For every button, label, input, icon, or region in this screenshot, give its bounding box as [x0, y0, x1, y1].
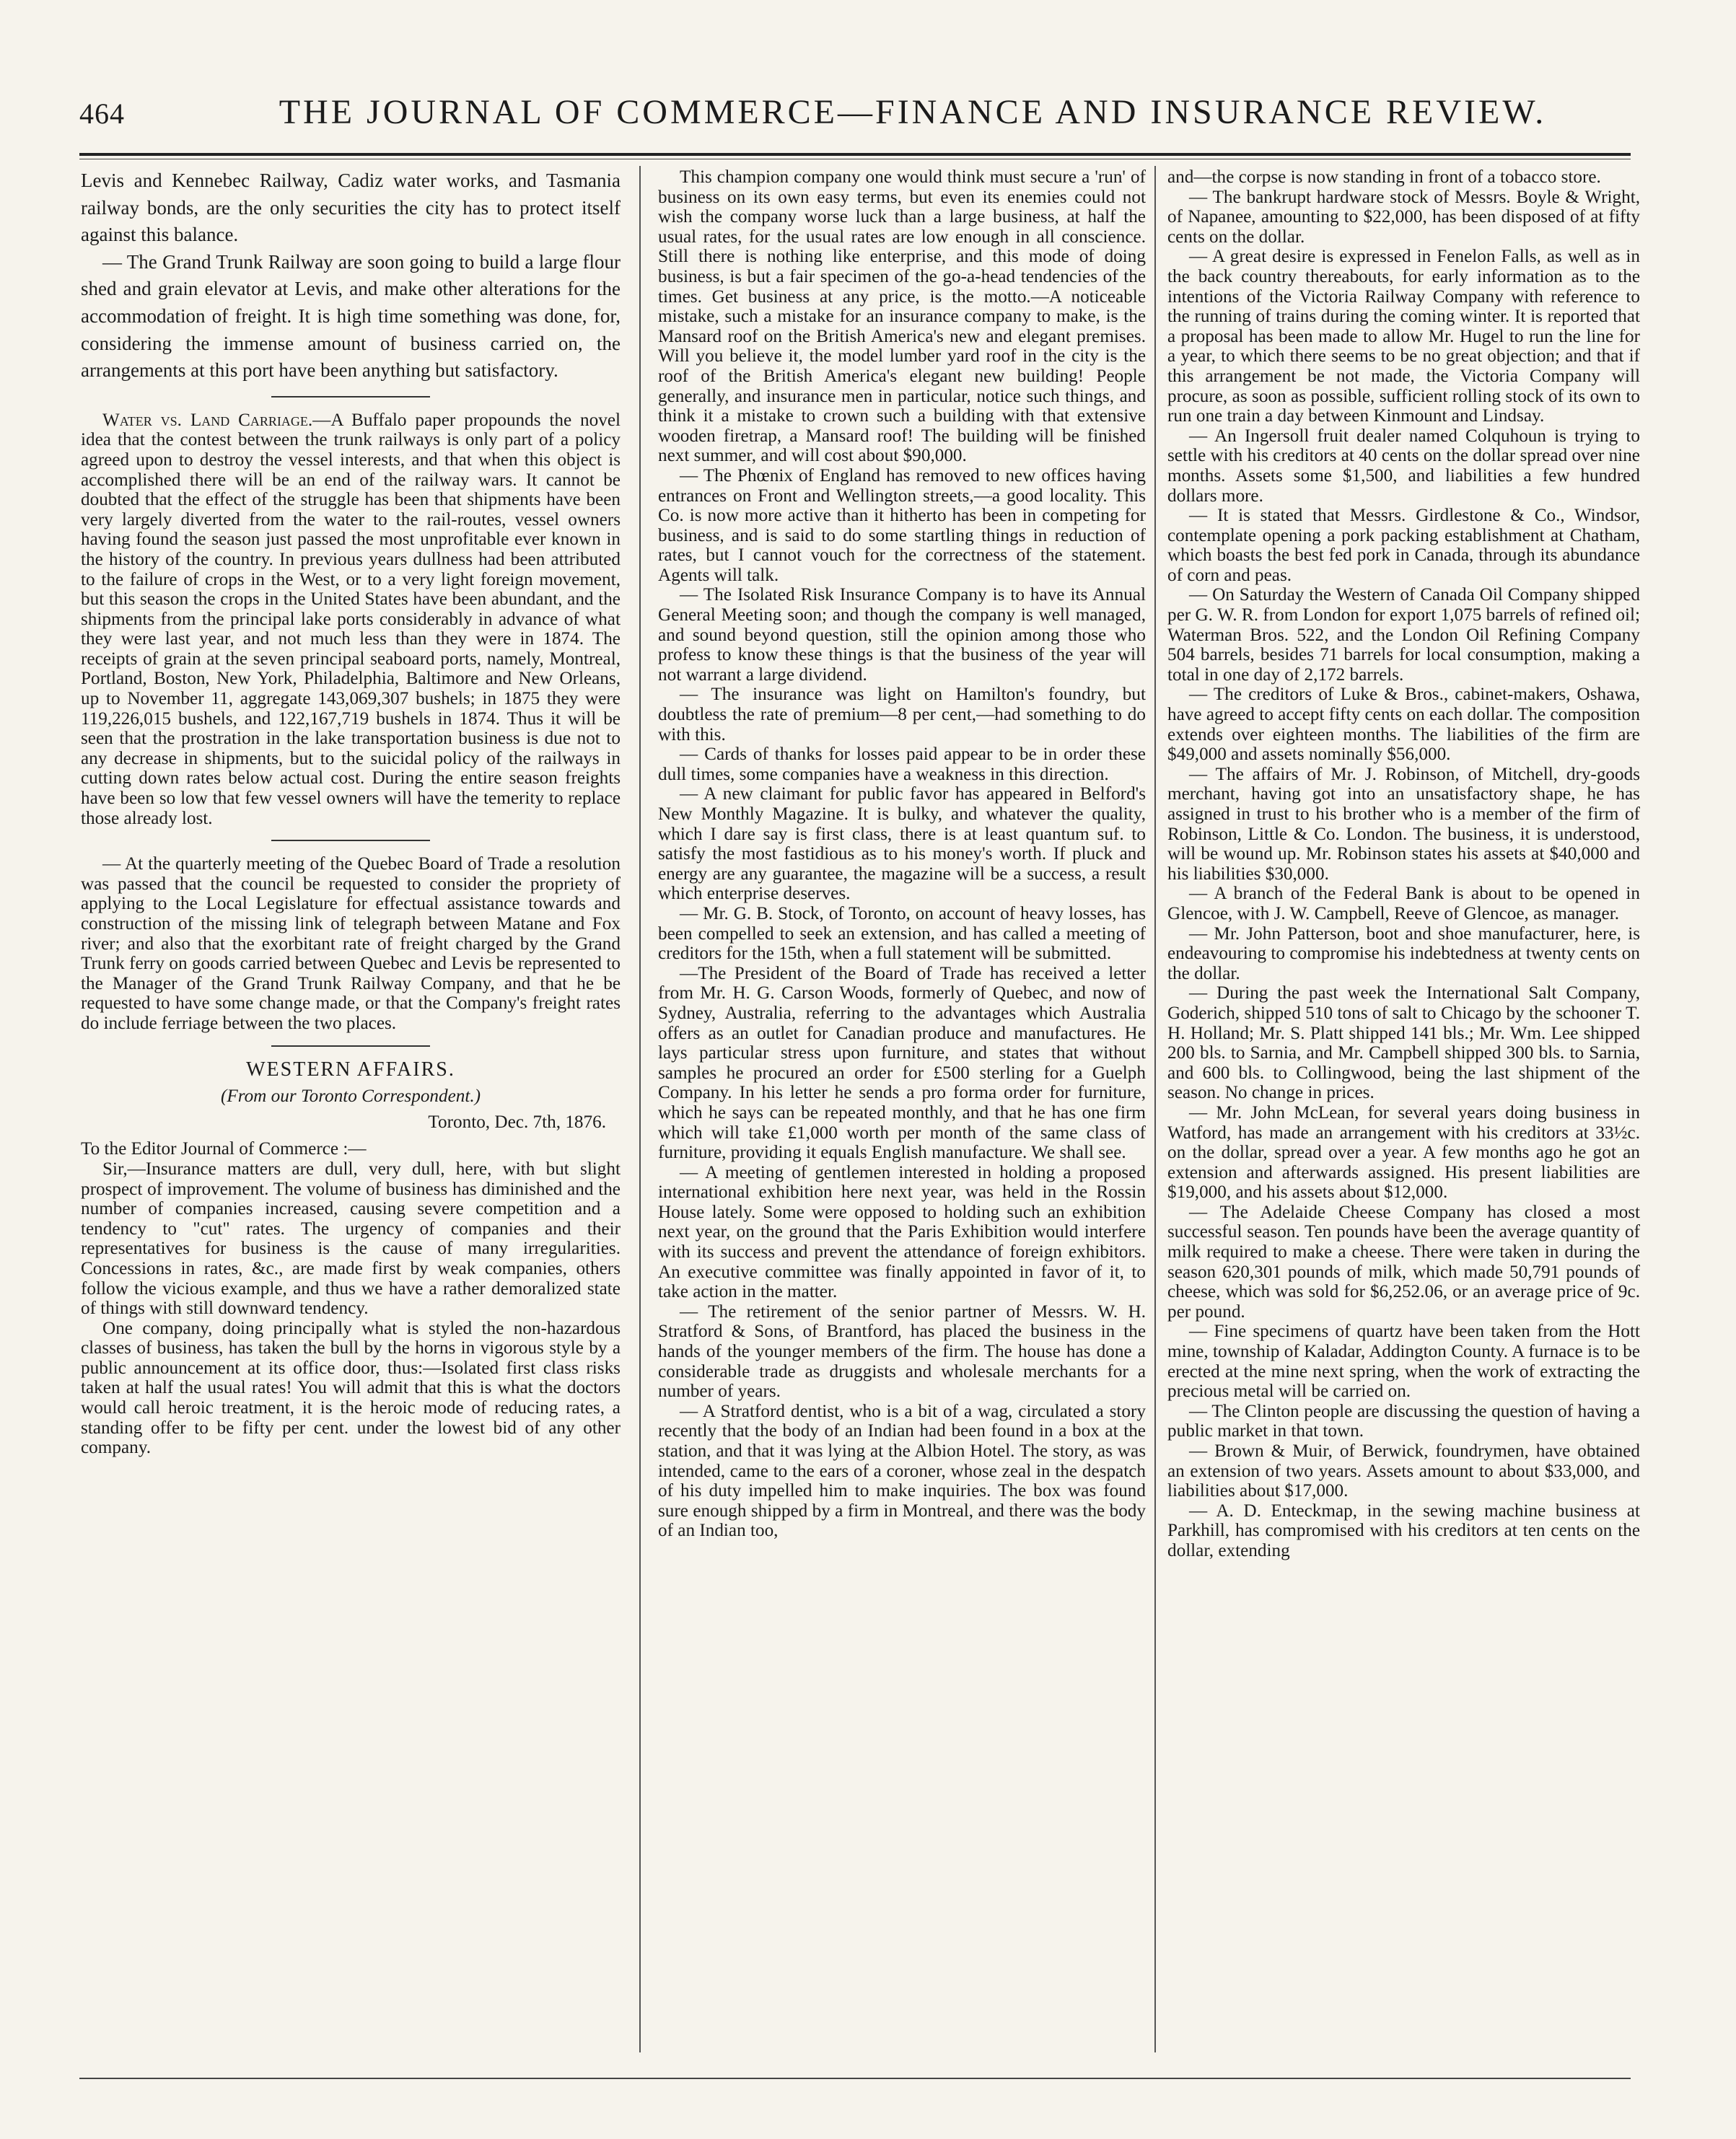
article-paragraph: — Mr. John Patterson, boot and shoe manufacturer, here, is endeavouring to compromise his indebtedness at twenty cents on the dollar.: [1167, 923, 1640, 983]
article-paragraph: — The creditors of Luke & Bros., cabinet-makers, Oshawa, have agreed to accept fifty cents on each dollar. The composition extends over eighteen months. The liabilities of the firm are $49,000 and assets nominally $56,000.: [1167, 685, 1640, 765]
article-paragraph: — The Clinton people are discussing the question of having a public market in that town.: [1167, 1401, 1640, 1441]
article-paragraph: — A meeting of gentlemen interested in holding a proposed international exhibition here next year, was held in the Rossin House lately. Some were opposed to holding such an exhibition next year, on the ground that the Paris Exhibition would interfere with its success and prevent the attendance of foreign exhibitors. An executive committee was finally appointed in favor of it, to take action in the matter.: [658, 1162, 1146, 1302]
article-paragraph: —The President of the Board of Trade has received a letter from Mr. H. G. Carson Woods, formerly of Quebec, and now of Sydney, Australia, referring to the advantages which Australia offers as an outlet for Canadian produce and manufactures. He lays particular stress upon furniture, and states that without samples he procured an order for £500 sterling for a Guelph Company. In his letter he sends a pro forma order for furniture, which he says can be repeated monthly, and that he has one firm which will take £1,000 worth per month of the same class of furniture, providing it equals English manufacture. We shall see.: [658, 963, 1146, 1163]
page-number: 464: [79, 97, 125, 130]
article-paragraph: — Mr. John McLean, for several years doing business in Watford, has made an arrangement with his creditors at 33½c. on the dollar, spread over a year. A few months ago he got an extension and afterwards assigned. His present liabilities are $19,000, and his assets about $12,000.: [1167, 1102, 1640, 1203]
article-paragraph: — Brown & Muir, of Berwick, foundrymen, have obtained an extension of two years. Assets amount to about $33,000, and liabilities about $17,000.: [1167, 1441, 1640, 1501]
column-separator: [1154, 166, 1156, 2052]
article-paragraph: — It is stated that Messrs. Girdlestone & Co., Windsor, contemplate opening a pork packing establishment at Chatham, which boasts the best fed pork in Canada, through its abundance of corn and peas.: [1167, 506, 1640, 585]
article-paragraph: — A branch of the Federal Bank is about to be opened in Glencoe, with J. W. Campbell, Reeve of Glencoe, as manager.: [1167, 884, 1640, 923]
article-paragraph: — The Isolated Risk Insurance Company is to have its Annual General Meeting soon; and though the company is well managed, and sound beyond question, still the opinion among those who profess to know these things is that the business of the year will not warrant a large dividend.: [658, 585, 1146, 685]
article-paragraph: This champion company one would think must secure a 'run' of business on its own easy terms, but even its enemies could not wish the company worse luck than a large business, at half the usual rates, for the usual rates are low enough in all conscience. Still there is nothing like enterprise, and this mode of doing business, is but a fair specimen of the go-a-head tendencies of the times. Get business at any price, is the motto.—A noticeable mistake, such a mistake for an insurance company to make, is the Mansard roof on the British America's new and elegant premises. Will you believe it, the model lumber yard roof in the city is the roof of the British America's elegant new building! People generally, and insurance men in particular, notice such things, and think it a mistake to crown such a building with that extensive wooden firetrap, a Mansard roof! The building will be finished next summer, and will cost about $90,000.: [658, 167, 1146, 466]
article-paragraph: [81, 410, 621, 828]
article-paragraph: — A Stratford dentist, who is a bit of a wag, circulated a story recently that the body of an Indian had been found in a box at the station, and that it was lying at the Albion Hotel. The story, as was intended, came to the ears of a coroner, whose zeal in the despatch of his duty impelled him to make inquiries. The box was found sure enough shipped by a firm in Montreal, and there was the body of an Indian too,: [658, 1401, 1146, 1541]
article-paragraph: — The Grand Trunk Railway are soon going to build a large flour shed and grain elevator at Levis, and make other alterations for the accommodation of freight. It is high time something was done, for, considering the immense amount of business carried on, the arrangements at this port have been anything but satisfactory.: [81, 250, 621, 382]
article-divider: [271, 396, 430, 398]
article-divider: [271, 1045, 430, 1047]
header-rule: [79, 153, 1631, 156]
article-paragraph: Sir,—Insurance matters are dull, very dull, here, with but slight prospect of improvement. The volume of business has diminished and the number of companies increased, causing severe competition and a tendency to "cut" rates. The urgency of companies and their representatives for business is the cause of many irregularities. Concessions in rates, &c., are made first by weak companies, others follow the vicious example, and thus we have a rather demoralized state of things with still downward tendency.: [81, 1159, 621, 1319]
column-1: [81, 167, 621, 2060]
column-3: [1167, 167, 1640, 2060]
article-paragraph: — The insurance was light on Hamilton's foundry, but doubtless the rate of premium—8 per cent,—had something to do with this.: [658, 685, 1146, 745]
section-title: WESTERN AFFAIRS.: [246, 1058, 455, 1081]
article-paragraph: — A new claimant for public favor has appeared in Belford's New Monthly Magazine. It is bulky, and whatever the quality, which I dare say is first class, there is at least quantum suf. to satisfy the most fastidious as to his money's worth. If pluck and energy are any guarantee, the magazine will be a success, a result which enterprise deserves.: [658, 784, 1146, 904]
article-paragraph: — At the quarterly meeting of the Quebec Board of Trade a resolution was passed that the council be requested to consider the propriety of applying to the Local Legislature for effectual assistance towards and construction of the missing link of telegraph between Matane and Fox river; and also that the exorbitant rate of freight charged by the Grand Trunk ferry on goods carried between Quebec and Levis be represented to the Manager of the Grand Trunk Railway Company, and that he be requested to have some change made, or that the Company's freight rates do include ferriage between the two places.: [81, 854, 621, 1033]
article-paragraph: — Cards of thanks for losses paid appear to be in order these dull times, some companies have a weakness in this direction.: [658, 745, 1146, 784]
article-body: —A Buffalo paper propounds the novel idea that the contest between the trunk railways is only part of a policy agreed upon to destroy the vessel interests, and that when this object is accomplished there will be an end of the railway wars. It cannot be doubted that the effect of the struggle has been that shipments have been very largely diverted from the water to the rail-routes, vessel owners having found the season just passed the most unprofitable ever known in the history of the country. In previous years dullness had been attributed to the failure of crops in the West, or to a very light foreign movement, but this season the crops in the United States have been abundant, and the shipments from the principal lake ports considerably in advance of what they were last year, and not much less than they were in 1874. The receipts of grain at the seven principal seaboard ports, namely, Montreal, Portland, Boston, New York, Philadelphia, Baltimore and New Orleans, up to November 11, aggregate 143,069,307 bushels; in 1875 they were 119,226,015 bushels, and 122,167,719 bushels in 1874. Thus it will be seen that the prostration in the lake transportation business is due not to any decrease in shipments, but to the suicidal policy of the railways in cutting down rates below actual cost. During the entire season freights have been so low that few vessel owners will have the temerity to replace those already lost.: [81, 410, 621, 828]
column-separator: [639, 166, 641, 2052]
article-paragraph: — Fine specimens of quartz have been taken from the Hott mine, township of Kaladar, Addington County. A furnace is to be erected at the mine next spring, when the work of extracting the precious metal will be carried on.: [1167, 1322, 1640, 1402]
article-paragraph: — A great desire is expressed in Fenelon Falls, as well as in the back country thereabouts, for early information as to the intentions of the Victoria Railway Company with reference to the running of trains during the coming winter. It is reported that a proposal has been made to allow Mr. Hugel to run the line for a year, to which there seems to be no great objection; and that if this arrangement be not made, the Victoria Company will procure, as soon as possible, sufficient rolling stock of its own to run one train a day between Kinmount and Lindsay.: [1167, 247, 1640, 426]
article-paragraph: — Mr. G. B. Stock, of Toronto, on account of heavy losses, has been compelled to seek an extension, and has called a meeting of creditors for the 15th, when a full statement will be submitted.: [658, 903, 1146, 964]
article-paragraph: — An Ingersoll fruit dealer named Colquhoun is trying to settle with his creditors at 40 cents on the dollar spread over nine months. Assets some $1,500, and liabilities a few hundred dollars more.: [1167, 426, 1640, 506]
article-paragraph: One company, doing principally what is styled the non-hazardous classes of business, has taken the bull by the horns in vigorous style by a public announcement at its office door, thus:—Isolated first class risks taken at half the usual rates! You will admit that this is what the doctors would call heroic treatment, it is the heroic mode of reducing rates, a standing offer to be fifty per cent. under the lowest bid of any other company.: [81, 1318, 621, 1458]
journal-title: THE JOURNAL OF COMMERCE—FINANCE AND INSURANCE REVIEW.: [279, 93, 1547, 131]
article-heading: Water vs. Land Carriage.: [102, 410, 313, 430]
article-paragraph: — The bankrupt hardware stock of Messrs. Boyle & Wright, of Napanee, amounting to $22,000, has been disposed of at fifty cents on the dollar.: [1167, 187, 1640, 247]
article-paragraph: Levis and Kennebec Railway, Cadiz water works, and Tasmania railway bonds, are the only securities the city has to protect itself against this balance.: [81, 170, 621, 246]
article-paragraph: — The retirement of the senior partner of Messrs. W. H. Stratford & Sons, of Brantford, has placed the business in the hands of the younger members of the firm. The house has done a considerable trade as druggists and wholesale merchants for a number of years.: [658, 1301, 1146, 1402]
article-paragraph: — The Phœnix of England has removed to new offices having entrances on Front and Wellington streets,—a good locality. This Co. is now more active than it hitherto has been in competing for business, and is said to do some startling things in reduction of rates, but I cannot vouch for the correctness of the statement. Agents will talk.: [658, 465, 1146, 585]
dateline: Toronto, Dec. 7th, 1876.: [428, 1112, 606, 1132]
article-paragraph: — The affairs of Mr. J. Robinson, of Mitchell, dry-goods merchant, having got into an unsatisfactory shape, he has assigned in trust to his brother who is a member of the firm of Robinson, Little & Co. London. The business, it is understood, will be wound up. Mr. Robinson states his assets at $40,000 and his liabilities $30,000.: [1167, 764, 1640, 884]
article-divider: [271, 840, 430, 841]
bottom-rule: [79, 2078, 1631, 2079]
page-header: [79, 92, 1631, 143]
article-paragraph: and—the corpse is now standing in front of a tobacco store.: [1167, 167, 1601, 187]
article-paragraph: — A. D. Enteckmap, in the sewing machine business at Parkhill, has compromised with his creditors at ten cents on the dollar, extending: [1167, 1501, 1640, 1560]
article-paragraph: — On Saturday the Western of Canada Oil Company shipped per G. W. R. from London for export 1,075 barrels of refined oil; Waterman Bros. 522, and the London Oil Refining Company 504 barrels, besides 71 barrels for local consumption, making a total in one day of 2,172 barrels.: [1167, 585, 1640, 685]
article-paragraph: — During the past week the International Salt Company, Goderich, shipped 510 tons of salt to Chicago by the schooner T. H. Holland; Mr. S. Platt shipped 141 bls.; Mr. Wm. Lee shipped 200 bls. to Sarnia, and Mr. Campbell shipped 300 bls. to Sarnia, and 600 bls. to Collingwood, being the last shipment of the season. No change in prices.: [1167, 983, 1640, 1103]
byline: (From our Toronto Correspondent.): [220, 1086, 481, 1107]
article-paragraph: — The Adelaide Cheese Company has closed a most successful season. Ten pounds have been the average quantity of milk required to make a cheese. There were taken in during the season 620,301 pounds of milk, which made 50,791 pounds of cheese, which was sold for $6,252.06, or an average price of 9c. per pound.: [1167, 1202, 1640, 1322]
column-2: [658, 167, 1146, 2060]
salutation: To the Editor Journal of Commerce :—: [81, 1139, 367, 1159]
